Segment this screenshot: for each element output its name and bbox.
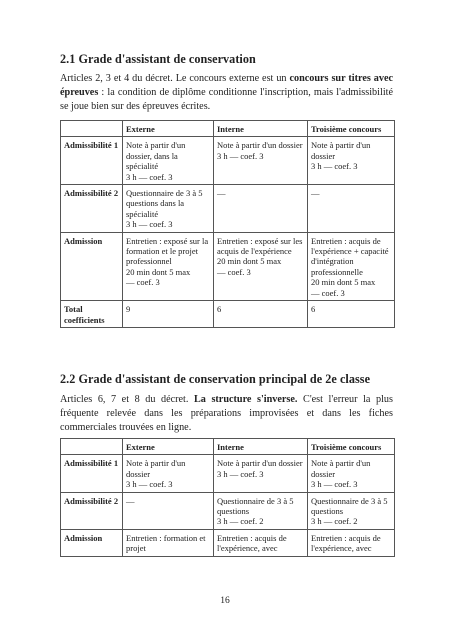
page-number: 16: [220, 596, 230, 606]
table-cell: [308, 455, 395, 492]
row-header: Admissibilité 1: [61, 137, 123, 185]
cell-text: Questionnaire de 3 à 5 questions: [217, 495, 294, 517]
table-cell: [214, 137, 308, 185]
table-cell: [308, 232, 395, 300]
cell-text: 20 min dont 5 max: [311, 277, 376, 288]
cell-text: Entretien : acquis de l'expérience, avec: [217, 532, 287, 554]
cell-text: 20 min dont 5 max: [217, 256, 282, 267]
section-1-para-text-end: : la condition de diplôme conditionne l'inscription, mais l'admissibilité se joue bien sur des épreuves écrites.: [60, 87, 393, 112]
table-cell: [214, 301, 308, 328]
column-header: Interne: [214, 121, 308, 137]
cell-text: 3 h — coef. 3: [311, 161, 358, 172]
column-header: Externe: [123, 439, 214, 455]
cell-text: —: [217, 188, 226, 199]
exam-table-assistant: [60, 120, 395, 328]
section-2-para-text: Articles 6, 7 et 8 du décret.: [60, 394, 194, 405]
cell-text: Entretien : acquis de l'expérience + capacité d'intégration professionnelle: [311, 235, 389, 277]
cell-text: Note à partir d'un dossier: [311, 458, 371, 479]
cell-text: Questionnaire de 3 à 5 questions: [311, 495, 388, 517]
cell-text: —: [126, 495, 135, 506]
table-cell: [308, 185, 395, 233]
table-cell: [308, 529, 395, 556]
cell-text: 3 h — coef. 3: [126, 171, 173, 182]
cell-text: Entretien : formation et projet: [126, 532, 206, 554]
cell-text: — coef. 3: [311, 287, 345, 298]
cell-text: 9: [126, 304, 131, 315]
table-cell: [123, 137, 214, 185]
cell-text: Note à partir d'un dossier: [217, 140, 303, 151]
table-cell: [214, 529, 308, 556]
cell-text: Note à partir d'un dossier, dans la spécialité: [126, 140, 186, 172]
table-corner-cell: [61, 439, 123, 455]
cell-text: Note à partir d'un dossier: [126, 458, 186, 479]
cell-text: Entretien : acquis de l'expérience, avec: [311, 532, 381, 554]
section-1-para-text: Articles 2, 3 et 4 du décret. Le concours externe est un: [60, 73, 290, 84]
section-1-paragraph: [60, 72, 393, 114]
column-header: Troisième concours: [308, 439, 395, 455]
cell-text: —: [311, 188, 320, 199]
cell-text: 20 min dont 5 max: [126, 266, 191, 277]
cell-text: Entretien : exposé sur les acquis de l'expérience: [217, 235, 303, 257]
cell-text: — coef. 3: [126, 277, 160, 288]
table-row: [61, 232, 395, 300]
table-corner-cell: [61, 121, 123, 137]
table-row: [61, 529, 395, 556]
section-2-paragraph: [60, 393, 393, 435]
cell-text: Note à partir d'un dossier: [311, 140, 371, 161]
table-cell: [123, 185, 214, 233]
section-1-para-bold: concours sur titres avec épreuves: [60, 73, 394, 98]
cell-text: 3 h — coef. 3: [217, 150, 264, 161]
exam-table-assistant-principal: [60, 438, 395, 557]
section-2-title: 2.2 Grade d'assistant de conservation principal de 2e classe: [60, 372, 371, 386]
table-row: [61, 492, 395, 529]
row-header: Admissibilité 2: [61, 185, 123, 233]
cell-text: 3 h — coef. 3: [311, 479, 358, 490]
row-header: Admissibilité 1: [61, 455, 123, 492]
table-cell: [308, 492, 395, 529]
cell-text: — coef. 3: [217, 266, 251, 277]
table-cell: [214, 185, 308, 233]
cell-text: 6: [311, 304, 316, 315]
cell-text: 3 h — coef. 2: [217, 516, 264, 527]
column-header: Externe: [123, 121, 214, 137]
table-row: [61, 301, 395, 328]
table-cell: [123, 232, 214, 300]
table-cell: [123, 492, 214, 529]
table-cell: [308, 301, 395, 328]
cell-text: 3 h — coef. 3: [217, 468, 264, 479]
table-cell: [214, 232, 308, 300]
cell-text: 3 h — coef. 2: [311, 516, 358, 527]
cell-text: 3 h — coef. 3: [126, 479, 173, 490]
cell-text: 3 h — coef. 3: [126, 219, 173, 230]
table-cell: [214, 455, 308, 492]
cell-text: 6: [217, 304, 222, 315]
table-row: [61, 137, 395, 185]
section-1-title: 2.1 Grade d'assistant de conservation: [60, 52, 256, 66]
row-header: Total coefficients: [61, 301, 123, 328]
row-header: Admission: [61, 232, 123, 300]
table-row: [61, 185, 395, 233]
column-header: Interne: [214, 439, 308, 455]
section-2-para-text-end: C'est l'erreur la plus fréquente relevée dans les préparations improvisées et dans les fiches commerciales trouvées en ligne.: [60, 394, 393, 433]
row-header: Admission: [61, 529, 123, 556]
cell-text: Entretien : exposé sur la formation et le projet professionnel: [126, 235, 209, 267]
table-cell: [123, 301, 214, 328]
column-header: Troisième concours: [308, 121, 395, 137]
table-cell: [123, 529, 214, 556]
table-cell: [214, 492, 308, 529]
section-2-para-bold: La structure s'inverse.: [194, 394, 298, 405]
cell-text: Note à partir d'un dossier: [217, 458, 303, 469]
row-header: Admissibilité 2: [61, 492, 123, 529]
table-cell: [308, 137, 395, 185]
table-cell: [123, 455, 214, 492]
table-row: [61, 455, 395, 492]
cell-text: Questionnaire de 3 à 5 questions dans la spécialité: [126, 188, 203, 219]
